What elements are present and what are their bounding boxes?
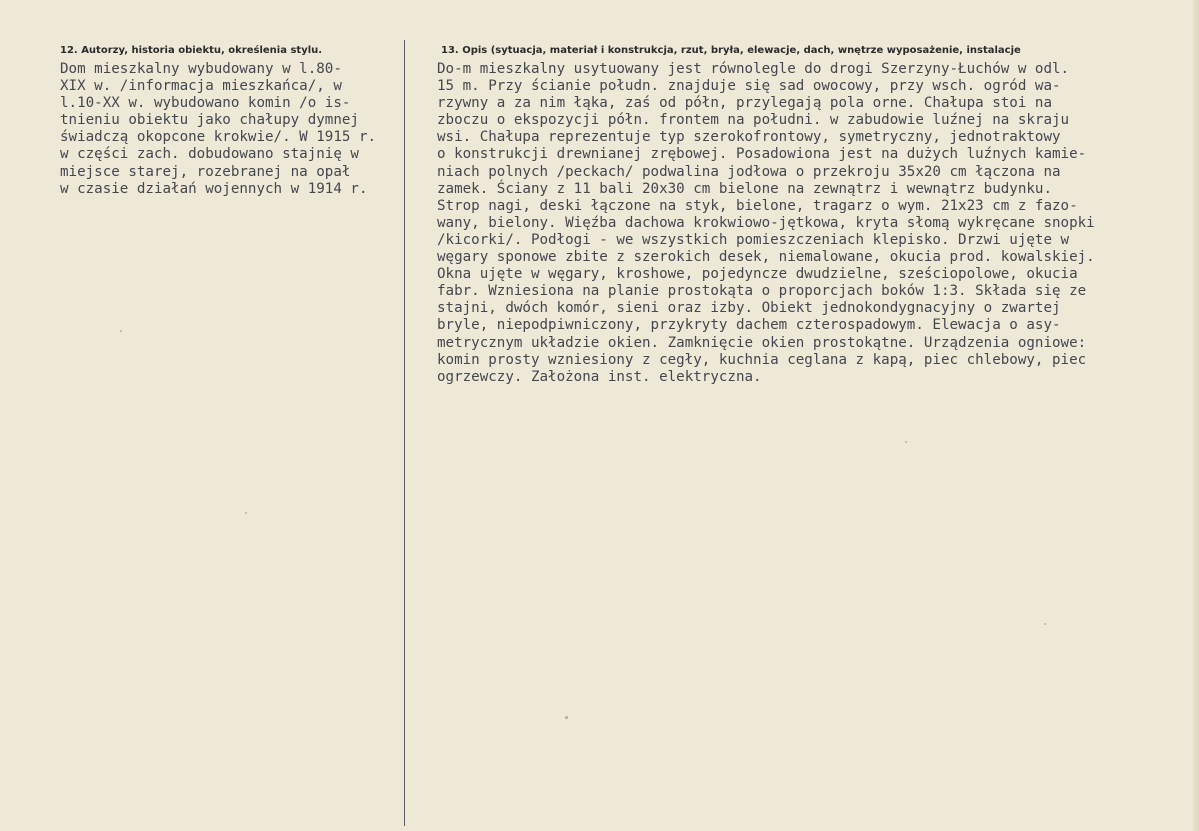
description-line: niach polnych /peckach/ podwalina jodłowa o przekroju 35x20 cm łączona na xyxy=(437,163,1061,180)
history-line: świadczą okopcone krokwie/. W 1915 r. xyxy=(60,129,377,146)
description-line: zboczu o ekspozycji półn. frontem na południ. w zabudowie luźnej na skraju xyxy=(437,112,1070,129)
history-line: XIX w. /informacja mieszkańca/, w xyxy=(60,78,342,95)
description-line: metrycznym układzie okien. Zamknięcie okien prostokątne. Urządzenia ogniowe: xyxy=(437,334,1087,351)
card-edge xyxy=(1193,0,1199,831)
description-line: stajni, dwóch komór, sieni oraz izby. Obiekt jednokondygnacyjny o zwartej xyxy=(437,300,1061,317)
description-typed-text xyxy=(437,61,1189,386)
description-line: Do-m mieszkalny usytuowany jest równolegle do drogi Szerzyny-Łuchów w odl. xyxy=(437,61,1070,77)
paper-speck xyxy=(905,441,907,443)
description-line: zamek. Ściany z 11 bali 20x30 cm bielone na zewnątrz i wewnątrz budynku. xyxy=(437,180,1052,197)
column-divider xyxy=(404,40,405,826)
history-typed-text xyxy=(60,61,402,198)
description-line: 15 m. Przy ścianie połudn. znajduje się sad owocowy, przy wsch. ogród wa- xyxy=(437,78,1061,95)
paper-speck xyxy=(245,512,247,514)
description-line: fabr. Wzniesiona na planie prostokąta o proporcjach boków 1:3. Składa się ze xyxy=(437,283,1087,300)
description-line: bryle, niepodpiwniczony, przykryty dachem czterospadowym. Elewacja o asy- xyxy=(437,317,1061,334)
history-line: w czasie działań wojennych w 1914 r. xyxy=(60,180,368,197)
history-line: miejsce starej, rozebranej na opał xyxy=(60,163,351,180)
description-line: komin prosty wzniesiony z cegły, kuchnia ceglana z kapą, piec chlebowy, piec xyxy=(437,351,1087,368)
description-line: węgary sponowe zbite z szerokich desek, niemalowane, okucia prod. kowalskiej. xyxy=(437,249,1095,266)
description-line: /kicorki/. Podłogi - we wszystkich pomieszczeniach klepisko. Drzwi ujęte w xyxy=(437,231,1070,248)
history-line: Dom mieszkalny wybudowany w l.80- xyxy=(60,61,342,77)
paper-speck xyxy=(565,716,568,719)
description-line: o konstrukcji drewnianej zrębowej. Posadowiona jest na dużych luźnych kamie- xyxy=(437,146,1087,163)
section-12-heading: 12. Autorzy, historia obiektu, określenia stylu. xyxy=(60,45,323,56)
description-line: rzywny a za nim łąka, zaś od półn, przylegają pola orne. Chałupa stoi na xyxy=(437,95,1052,112)
section-13-heading: 13. Opis (sytuacja, materiał i konstrukcja, rzut, bryła, elewacje, dach, wnętrze wyposażenie, instalacje xyxy=(441,45,1021,56)
history-line: l.10-XX w. wybudowano komin /o is- xyxy=(60,95,351,112)
description-line: wany, bielony. Więźba dachowa krokwiowo-jętkowa, kryta słomą wykręcane snopki xyxy=(437,214,1095,231)
description-line: wsi. Chałupa reprezentuje typ szerokofrontowy, symetryczny, jednotraktowy xyxy=(437,129,1061,146)
history-line: w części zach. dobudowano stajnię w xyxy=(60,146,359,163)
description-line: ogrzewczy. Założona inst. elektryczna. xyxy=(437,368,762,385)
paper-speck xyxy=(1044,623,1046,625)
description-line: Okna ujęte w węgary, kroshowe, pojedyncze dwudzielne, sześciopolowe, okucia xyxy=(437,266,1078,283)
description-line: Strop nagi, deski łączone na styk, bielone, tragarz o wym. 21x23 cm z fazo- xyxy=(437,197,1078,214)
paper-speck xyxy=(120,330,122,332)
history-line: tnieniu obiektu jako chałupy dymnej xyxy=(60,112,359,129)
